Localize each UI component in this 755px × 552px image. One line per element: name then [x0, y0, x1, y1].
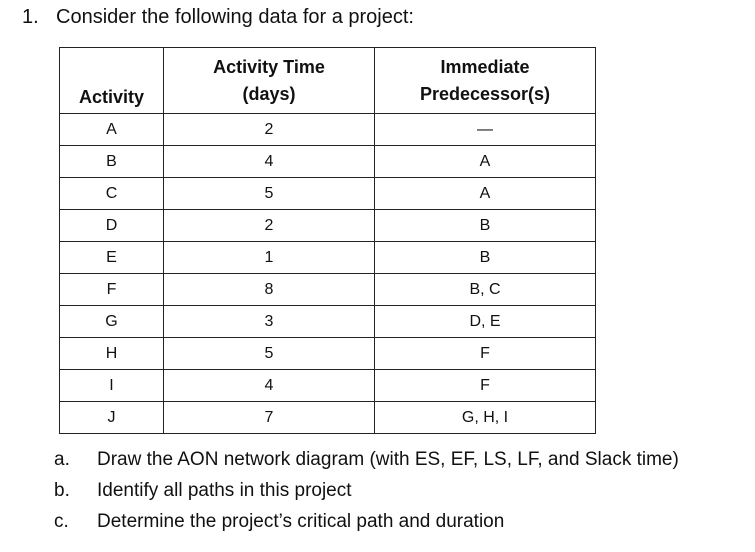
cell-predecessor: B: [375, 210, 596, 242]
cell-activity: G: [60, 306, 164, 338]
cell-time: 1: [164, 242, 375, 274]
list-item: [54, 508, 679, 539]
table-row: [60, 402, 596, 434]
cell-predecessor: A: [375, 146, 596, 178]
list-item-text: Draw the AON network diagram (with ES, EF, LS, LF, and Slack time): [97, 449, 679, 470]
cell-time: 5: [164, 338, 375, 370]
header-activity: Activity: [60, 48, 164, 114]
cell-activity: B: [60, 146, 164, 178]
list-item-text: Determine the project’s critical path and duration: [97, 511, 505, 532]
cell-time: 2: [164, 210, 375, 242]
list-marker: b.: [54, 480, 70, 501]
cell-time: 8: [164, 274, 375, 306]
cell-predecessor: B: [375, 242, 596, 274]
cell-activity: E: [60, 242, 164, 274]
cell-activity: F: [60, 274, 164, 306]
table-row: [60, 274, 596, 306]
question-heading: [22, 6, 414, 29]
cell-activity: D: [60, 210, 164, 242]
table-row: [60, 338, 596, 370]
table-row: [60, 306, 596, 338]
cell-activity: A: [60, 114, 164, 146]
cell-time: 2: [164, 114, 375, 146]
cell-time: 4: [164, 146, 375, 178]
cell-predecessor: B, C: [375, 274, 596, 306]
cell-time: 3: [164, 306, 375, 338]
question-text: Consider the following data for a project:: [56, 6, 414, 28]
list-item: [54, 446, 679, 477]
cell-time: 5: [164, 178, 375, 210]
cell-predecessor: F: [375, 370, 596, 402]
cell-predecessor: G, H, I: [375, 402, 596, 434]
cell-predecessor: —: [375, 114, 596, 146]
list-marker: c.: [54, 511, 69, 532]
header-predecessors: Immediate Predecessor(s): [375, 48, 596, 114]
task-list: [54, 446, 679, 539]
list-marker: a.: [54, 449, 70, 470]
cell-activity: C: [60, 178, 164, 210]
project-data-table: [59, 47, 596, 434]
header-activity-time: Activity Time (days): [164, 48, 375, 114]
table-header-row: [60, 48, 596, 114]
cell-time: 7: [164, 402, 375, 434]
cell-time: 4: [164, 370, 375, 402]
question-number: 1.: [22, 6, 39, 28]
cell-activity: I: [60, 370, 164, 402]
cell-predecessor: F: [375, 338, 596, 370]
cell-predecessor: A: [375, 178, 596, 210]
table-row: [60, 210, 596, 242]
cell-activity: H: [60, 338, 164, 370]
cell-predecessor: D, E: [375, 306, 596, 338]
cell-activity: J: [60, 402, 164, 434]
list-item: [54, 477, 679, 508]
table-row: [60, 370, 596, 402]
table-row: [60, 114, 596, 146]
list-item-text: Identify all paths in this project: [97, 480, 352, 501]
table-row: [60, 242, 596, 274]
table-row: [60, 146, 596, 178]
table-row: [60, 178, 596, 210]
